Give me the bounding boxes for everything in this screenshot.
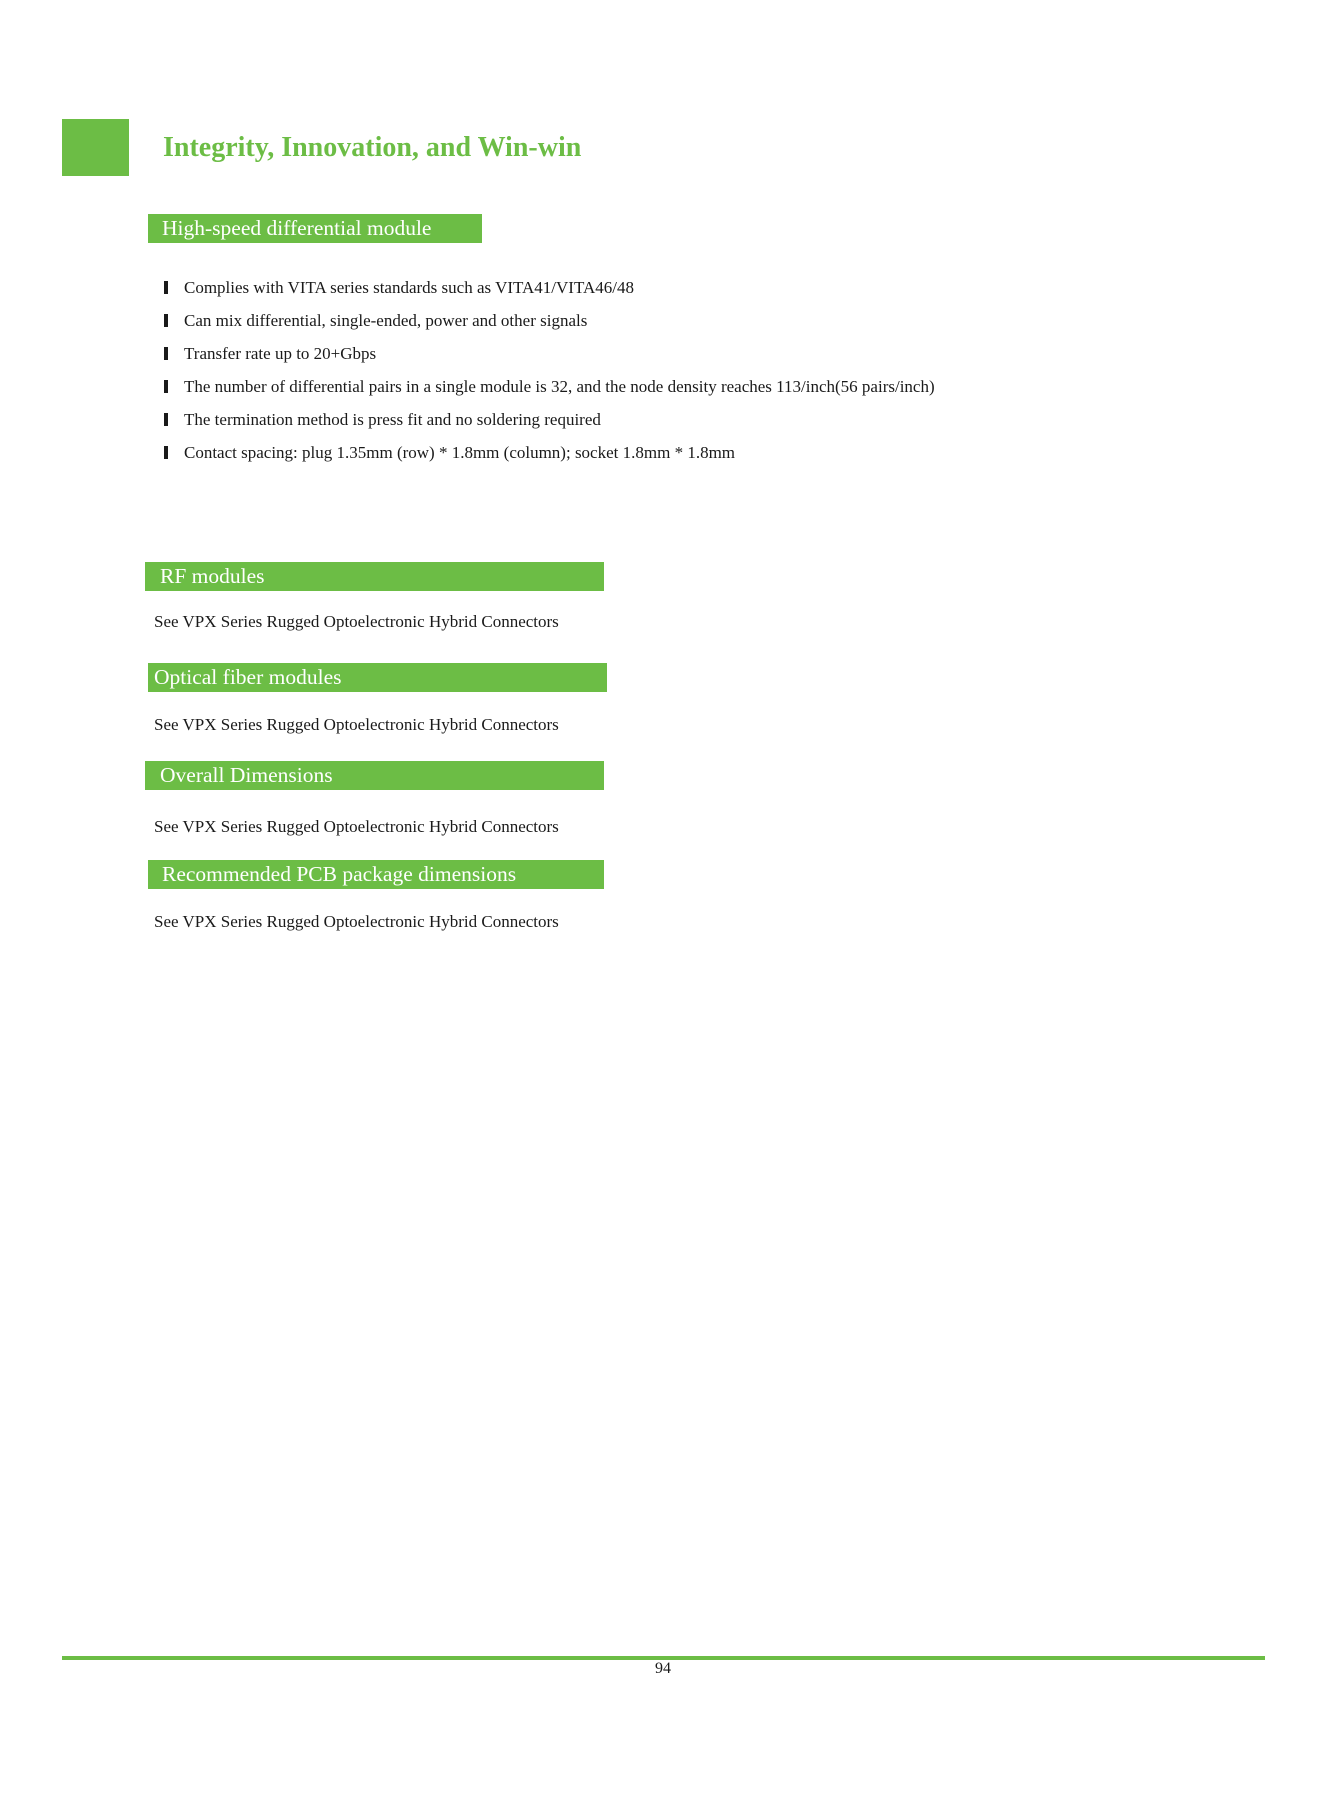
list-item-text: Can mix differential, single-ended, power and other signals	[184, 311, 588, 330]
section-heading-high-speed	[148, 214, 482, 243]
section-heading-pcb	[148, 860, 604, 889]
page-title: Integrity, Innovation, and Win-win	[163, 132, 582, 163]
section-heading-label: Optical fiber modules	[154, 665, 342, 689]
optical-note: See VPX Series Rugged Optoelectronic Hybrid Connectors	[154, 715, 559, 734]
list-item-text: The number of differential pairs in a single module is 32, and the node density reaches 113/inch(56 pairs/inch)	[184, 377, 935, 396]
list-item	[163, 340, 935, 373]
section-heading-rf	[145, 562, 604, 591]
bullet-icon	[164, 446, 168, 459]
list-item-text: Transfer rate up to 20+Gbps	[184, 344, 377, 363]
list-item	[163, 373, 935, 406]
feature-list	[163, 274, 935, 472]
list-item	[163, 439, 935, 472]
section-heading-label: High-speed differential module	[162, 216, 432, 240]
pcb-note: See VPX Series Rugged Optoelectronic Hybrid Connectors	[154, 912, 559, 931]
bullet-icon	[164, 281, 168, 294]
section-heading-label: Overall Dimensions	[160, 763, 333, 787]
list-item-text: Complies with VITA series standards such as VITA41/VITA46/48	[184, 278, 634, 297]
bullet-icon	[164, 347, 168, 360]
header-accent-block	[62, 119, 129, 176]
page-number: 94	[655, 1660, 671, 1677]
dimensions-note: See VPX Series Rugged Optoelectronic Hybrid Connectors	[154, 817, 559, 836]
section-heading-optical	[148, 663, 607, 692]
list-item	[163, 307, 935, 340]
list-item	[163, 406, 935, 439]
section-heading-label: RF modules	[160, 564, 265, 588]
bullet-icon	[164, 380, 168, 393]
bullet-icon	[164, 314, 168, 327]
section-heading-label: Recommended PCB package dimensions	[162, 862, 517, 886]
list-item	[163, 274, 935, 307]
bullet-icon	[164, 413, 168, 426]
section-heading-dimensions	[145, 761, 604, 790]
list-item-text: The termination method is press fit and no soldering required	[184, 410, 601, 429]
list-item-text: Contact spacing: plug 1.35mm (row) * 1.8mm (column); socket 1.8mm * 1.8mm	[184, 443, 736, 462]
rf-note: See VPX Series Rugged Optoelectronic Hybrid Connectors	[154, 612, 559, 631]
